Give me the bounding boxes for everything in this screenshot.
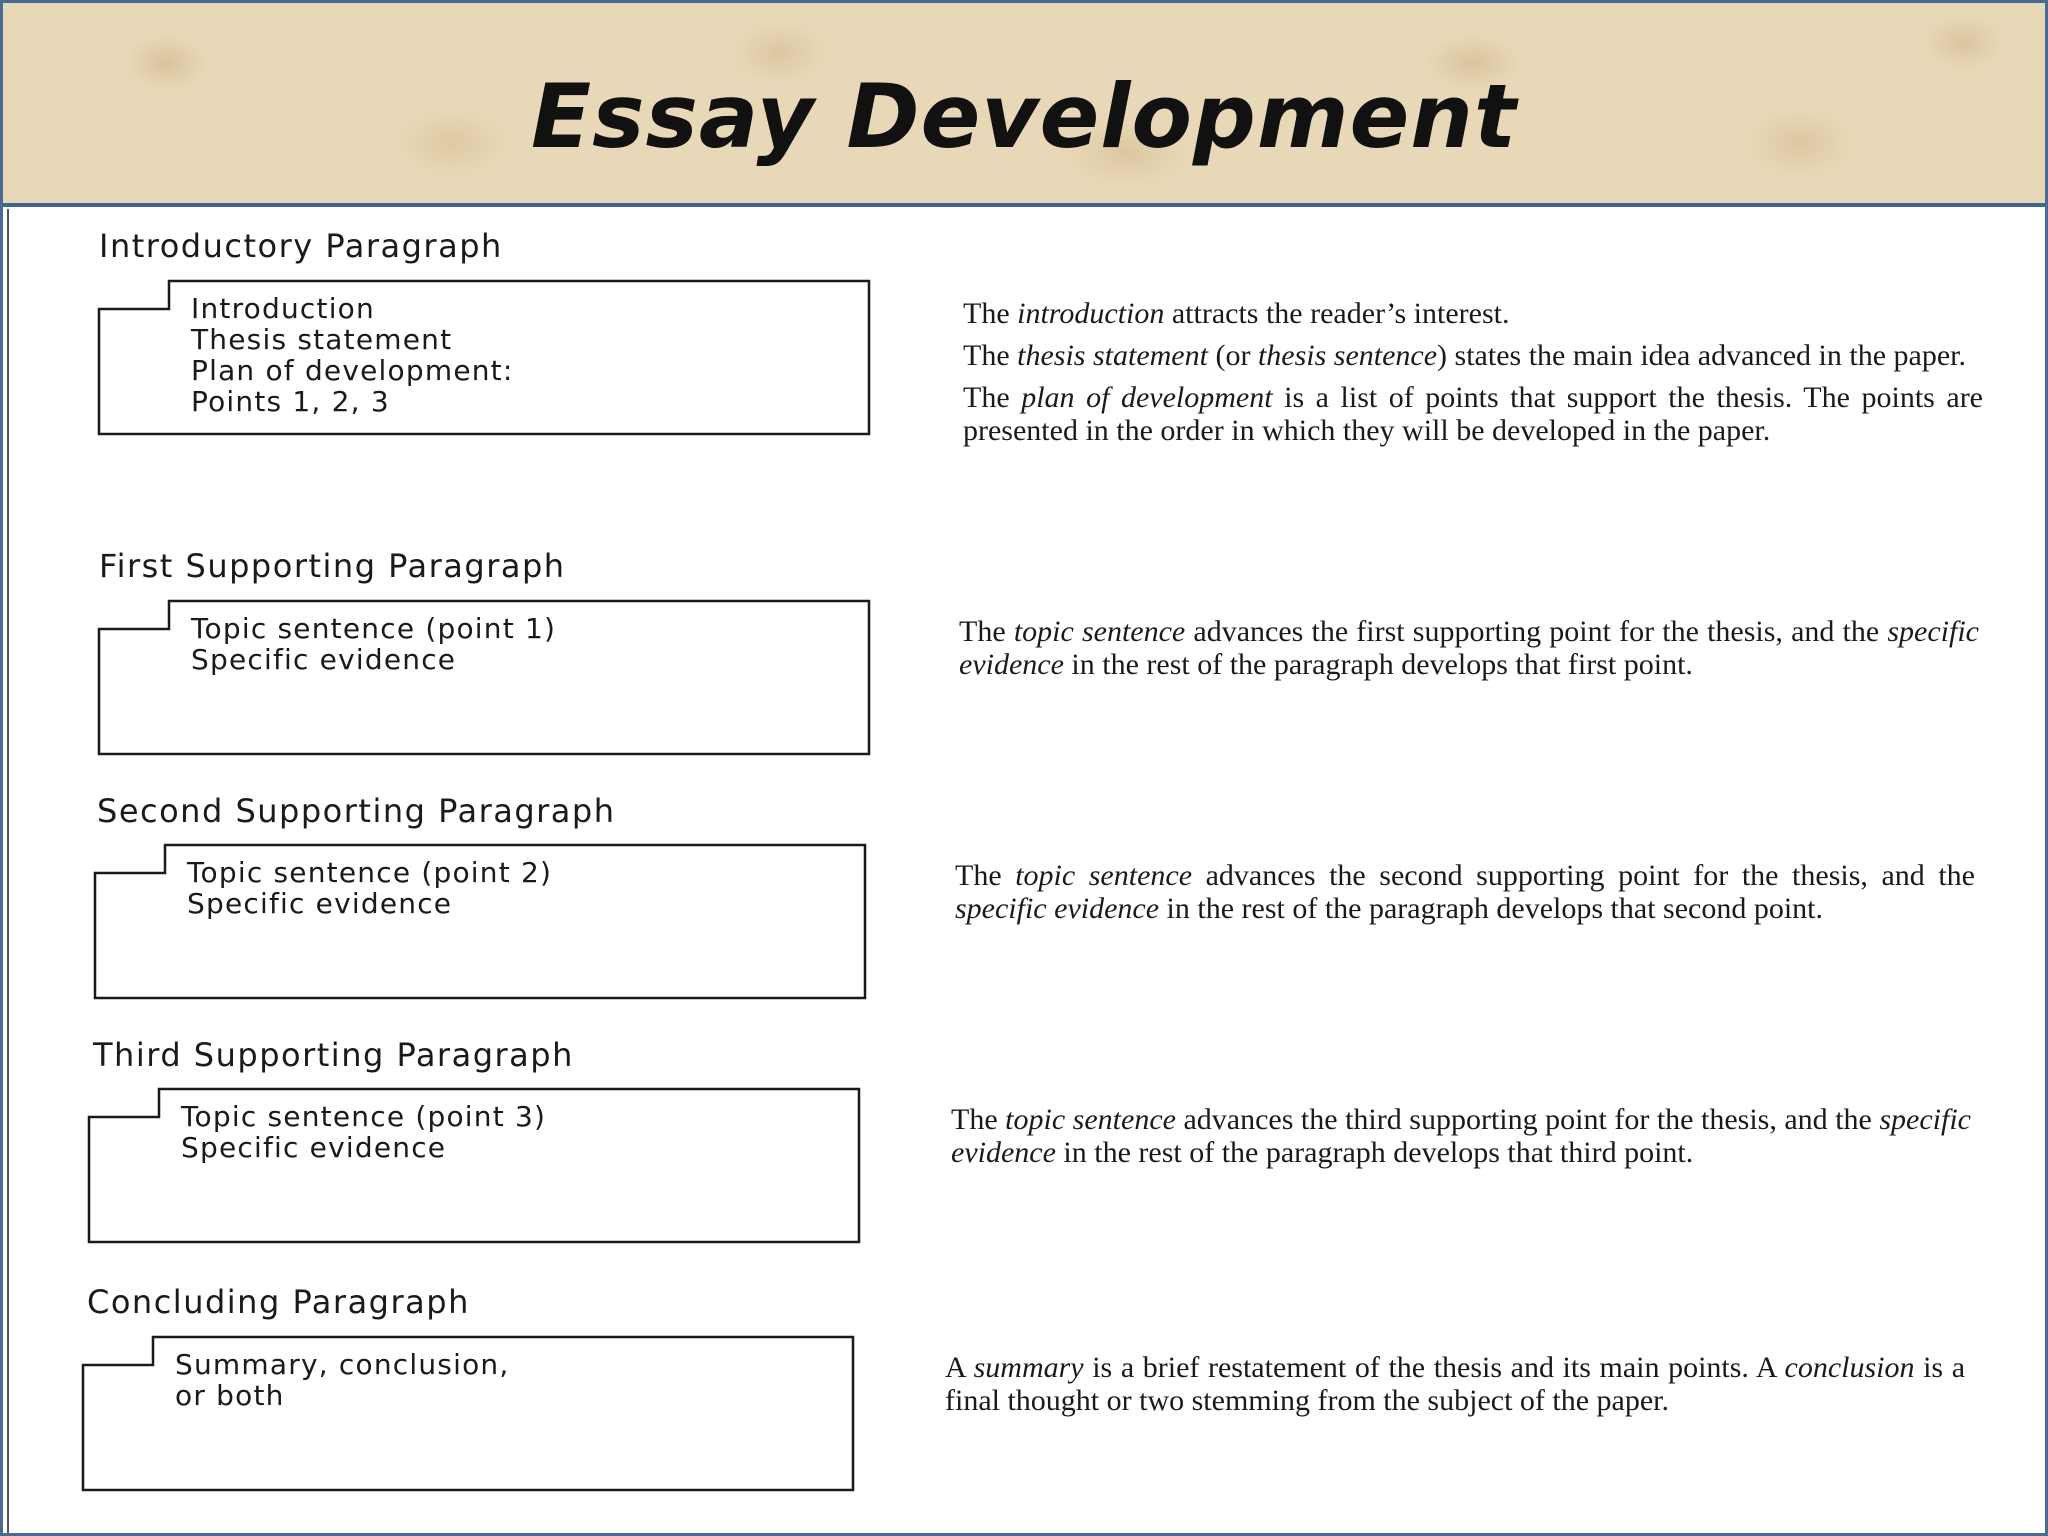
description-second-supporting <box>955 859 1975 934</box>
box-line: Topic sentence (point 2) <box>187 856 553 889</box>
box-line: Specific evidence <box>187 887 453 920</box>
paragraph-box-second-supporting <box>93 843 863 998</box>
section-heading-first-supporting: First Supporting Paragraph <box>99 547 566 585</box>
text-run: advances the first supporting point for the thesis, and the <box>1185 615 1888 648</box>
text-run: in the rest of the paragraph develops that third point. <box>1055 1136 1694 1169</box>
term: introduction <box>1017 297 1165 330</box>
paragraph-box-third-supporting <box>87 1087 857 1242</box>
text-run: A <box>945 1351 974 1384</box>
box-line: Specific evidence <box>191 643 457 676</box>
description-paragraph <box>959 615 1979 681</box>
box-line: Specific evidence <box>181 1131 447 1164</box>
box-line: Plan of development: <box>191 354 514 387</box>
text-run: is a final thought or two stemming from the subject of the paper. <box>945 1351 1966 1417</box>
term: topic sentence <box>1005 1103 1176 1136</box>
box-line: Points 1, 2, 3 <box>191 385 390 418</box>
box-line: Introduction <box>191 292 375 325</box>
box-line: Summary, conclusion, <box>175 1348 510 1381</box>
description-paragraph <box>963 381 1983 447</box>
text-run: The <box>959 615 1014 648</box>
text-run: is a brief restatement of the thesis and its main points. A <box>1083 1351 1785 1384</box>
description-concluding <box>945 1351 1965 1426</box>
term: thesis statement <box>1017 339 1208 372</box>
paragraph-box-concluding <box>81 1335 851 1490</box>
term: topic sentence <box>1015 859 1193 892</box>
text-run: ) states the main idea advanced in the paper. <box>1437 339 1967 372</box>
description-paragraph <box>951 1103 1971 1169</box>
text-run: in the rest of the paragraph develops that first point. <box>1063 648 1693 681</box>
text-run: (or <box>1207 339 1258 372</box>
box-line: or both <box>175 1379 285 1412</box>
description-third-supporting <box>951 1103 1971 1178</box>
text-run: The <box>963 381 1022 414</box>
term: specific evidence <box>955 892 1160 925</box>
text-run: advances the second supporting point for the thesis, and the <box>1192 859 1975 892</box>
term: specific evidence <box>959 615 1979 681</box>
description-first-supporting <box>959 615 1979 690</box>
term: conclusion <box>1784 1351 1915 1384</box>
text-run: advances the third supporting point for the thesis, and the <box>1175 1103 1880 1136</box>
term: thesis sentence <box>1257 339 1438 372</box>
box-lines <box>191 613 556 675</box>
text-run: attracts the reader’s interest. <box>1164 297 1510 330</box>
text-run: in the rest of the paragraph develops that second point. <box>1159 892 1824 925</box>
box-lines <box>191 293 514 417</box>
section-heading-third-supporting: Third Supporting Paragraph <box>93 1036 574 1074</box>
slide-title: Essay Development <box>530 65 1518 168</box>
description-introductory <box>963 297 1983 456</box>
description-paragraph <box>963 297 1983 330</box>
section-heading-concluding: Concluding Paragraph <box>87 1283 470 1321</box>
paragraph-box-first-supporting <box>97 599 867 754</box>
text-run: The <box>963 297 1018 330</box>
box-lines <box>187 857 552 919</box>
description-paragraph <box>955 859 1975 925</box>
box-lines <box>181 1101 546 1163</box>
section-heading-introductory: Introductory Paragraph <box>99 227 503 265</box>
text-run: The <box>955 859 1016 892</box>
term: plan of development <box>1021 381 1273 414</box>
section-heading-second-supporting: Second Supporting Paragraph <box>97 792 616 830</box>
title-banner <box>3 3 2045 207</box>
box-line: Topic sentence (point 3) <box>181 1100 547 1133</box>
box-lines <box>175 1349 509 1411</box>
text-run: The <box>951 1103 1006 1136</box>
term: topic sentence <box>1013 615 1186 648</box>
box-line: Topic sentence (point 1) <box>191 612 557 645</box>
diagram-area <box>7 209 2043 1533</box>
term: specific evidence <box>951 1103 1972 1169</box>
text-run: The <box>963 339 1018 372</box>
term: summary <box>973 1351 1084 1384</box>
description-paragraph <box>945 1351 1965 1417</box>
description-paragraph <box>963 339 1983 372</box>
box-line: Thesis statement <box>191 323 453 356</box>
text-run: is a list of points that support the thesis. The points are presented in the order in which they will be developed in the paper. <box>963 381 1983 447</box>
paragraph-box-introductory <box>97 279 867 434</box>
